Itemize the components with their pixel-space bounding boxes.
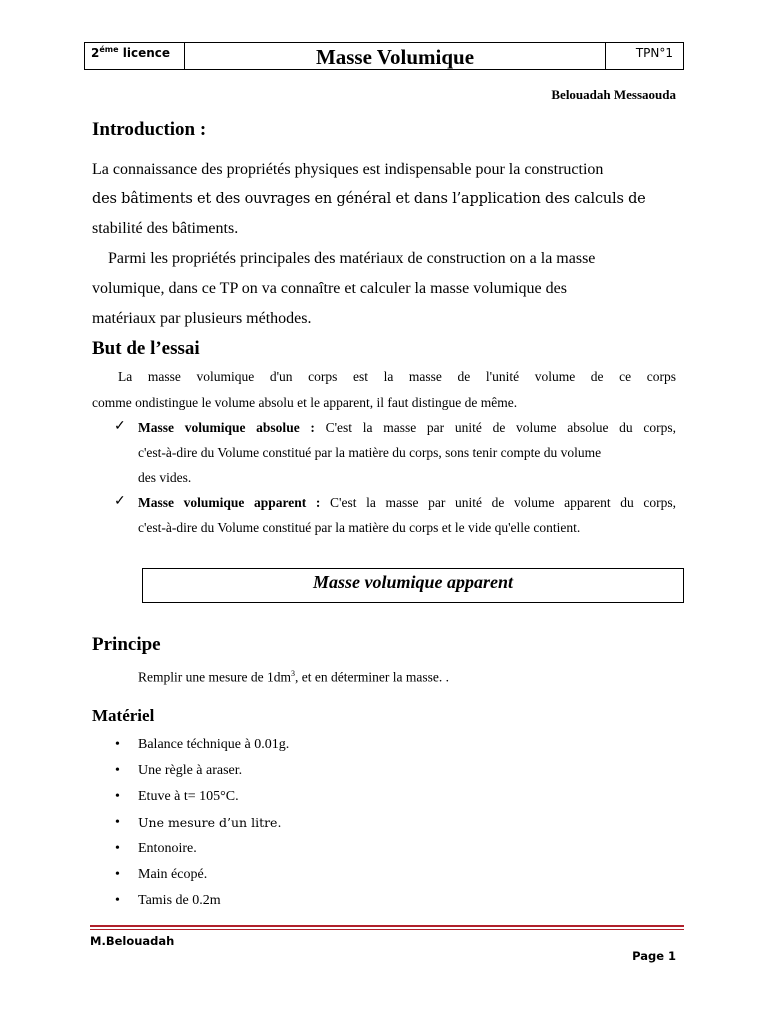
bullet-icon: • xyxy=(115,763,120,778)
check-icon: ✓ xyxy=(114,419,126,434)
check-icon: ✓ xyxy=(114,494,126,509)
bullet-icon: • xyxy=(115,867,120,882)
introduction-heading: Introduction : xyxy=(92,119,207,140)
apparent-line-1: Masse volumique apparent : C'est la masse par unité de volume apparent du corps, xyxy=(138,495,676,510)
bullet-icon: • xyxy=(115,893,120,908)
header-table xyxy=(84,42,684,70)
apparent-line-2: c'est-à-dire du Volume constitué par la matière du corps et le vide qu'elle contient. xyxy=(138,520,581,535)
list-item: Entonoire. xyxy=(138,841,197,856)
author-name: Belouadah Messaouda xyxy=(551,87,676,102)
materiel-heading: Matériel xyxy=(92,706,155,725)
principe-text: Remplir une mesure de $1dm^3$, et en déterminer la masse. . xyxy=(138,669,450,685)
absolue-line-1: Masse volumique absolue : C'est la masse par unité de volume absolue du corps, xyxy=(138,420,676,435)
section-title-box: Masse volumique apparent xyxy=(142,568,684,603)
but-line-2: comme ondistingue le volume absolu et le apparent, il faut distingue de même. xyxy=(92,395,518,410)
footer-author: M.Belouadah xyxy=(90,934,175,948)
bullet-icon: • xyxy=(115,815,120,830)
page-title: Masse Volumique xyxy=(315,45,475,69)
absolue-line-3: des vides. xyxy=(138,470,192,485)
absolue-line-2: c'est-à-dire du Volume constitué par la matière du corps, sons tenir compte du volume xyxy=(138,445,602,460)
but-heading: But de l’essai xyxy=(92,338,200,359)
page-number: Page 1 xyxy=(632,949,676,963)
bullet-icon: • xyxy=(115,789,120,804)
intro-line-1: La connaissance des propriétés physiques est indispensable pour la construction xyxy=(92,161,604,178)
list-item: Une règle à araser. xyxy=(138,763,243,778)
intro-line-2: des bâtiments et des ouvrages en général et dans l’application des calculs de xyxy=(92,191,646,207)
list-item: Etuve à t= 105°C. xyxy=(138,789,239,804)
list-item: Une mesure d’un litre. xyxy=(138,815,282,830)
header-level: $2^{éme}$ licence xyxy=(85,43,185,69)
intro-line-6: matériaux par plusieurs méthodes. xyxy=(92,310,312,327)
footer-divider xyxy=(90,925,684,927)
list-item: Main écopé. xyxy=(138,867,208,882)
header-tp-number: TPN°1 xyxy=(605,43,683,69)
bullet-icon: • xyxy=(115,841,120,856)
intro-line-5: volumique, dans ce TP on va connaître et calculer la masse volumique des xyxy=(92,280,567,297)
list-item: Balance téchnique à 0.01g. xyxy=(138,737,290,752)
list-item: Tamis de 0.2m xyxy=(138,893,221,908)
intro-line-3: stabilité des bâtiments. xyxy=(92,220,239,237)
but-line-1: La masse volumique d'un corps est la masse de l'unité volume de ce corps xyxy=(118,369,676,384)
footer-divider xyxy=(90,929,684,930)
intro-line-4: Parmi les propriétés principales des matériaux de construction on a la masse xyxy=(108,250,596,267)
bullet-icon: • xyxy=(115,737,120,752)
principe-heading: Principe xyxy=(92,634,161,655)
